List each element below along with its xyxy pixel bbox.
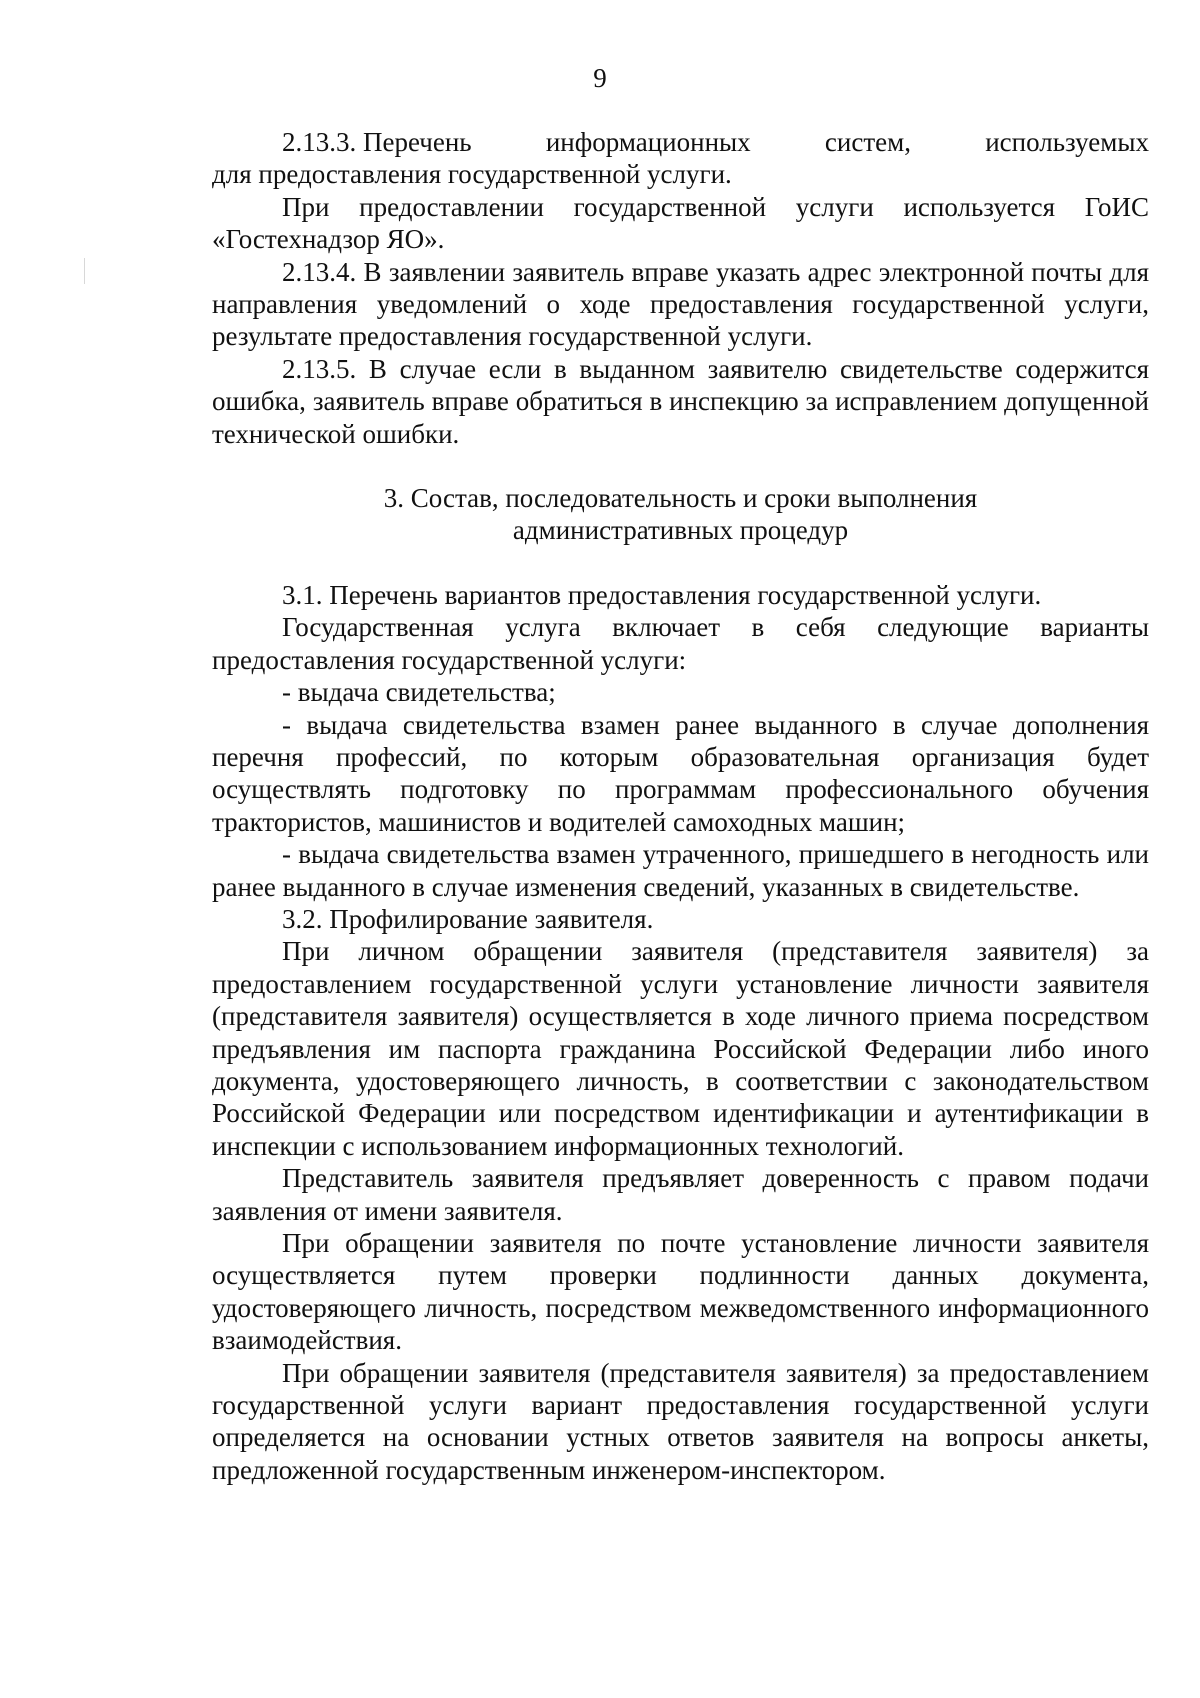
section-3-1: 3.1. Перечень вариантов предоставления государственной услуги. bbox=[282, 579, 1042, 610]
paragraph-variants: Государственная услуга включает в себя следующие варианты предоставления государственной услуги: bbox=[212, 612, 1149, 675]
document-body bbox=[212, 126, 1149, 1486]
paragraph-variant-determination: При обращении заявителя (представителя заявителя) за предоставлением государственной услуги вариант предоставления государственной услуги определяется на основании устных ответов заявителя на вопросы анкеты, предложенной государственным инженером-инспектором. bbox=[212, 1357, 1149, 1485]
title-word: 2.13.3. Перечень bbox=[282, 127, 472, 157]
paragraph-personal-appeal: При личном обращении заявителя (представителя заявителя) за предоставлением государственной услуги установление личности заявителя (представителя заявителя) осуществляется в ходе личного приема посредством предъявления им паспорта гражданина Российской Федерации либо иного документа, удостоверяющего личность, в соответствии с законодательством Российской Федерации или посредством идентификации и аутентификации в инспекции с использованием информационных технологий. bbox=[212, 936, 1149, 1161]
list-item: - выдача свидетельства взамен ранее выданного в случае дополнения перечня профессий, по которым образовательная организация будет осуществлять подготовку по программам профессионального обучения трактористов, машинистов и водителей самоходных машин; bbox=[212, 709, 1149, 837]
spacer bbox=[212, 547, 1149, 579]
title-word: используемых bbox=[985, 127, 1149, 157]
list-item: - выдача свидетельства; bbox=[282, 677, 556, 708]
page-number: 9 bbox=[593, 63, 607, 93]
paragraph-gois: При предоставлении государственной услуги используется ГоИС «Гостехнадзор ЯО». bbox=[212, 191, 1149, 255]
section-2-13-5: 2.13.5. В случае если в выданном заявителю свидетельстве содержится ошибка, заявитель вправе обратиться в инспекцию за исправлением допущенной технической ошибки. bbox=[212, 353, 1149, 449]
paragraph-mail-appeal: При обращении заявителя по почте установление личности заявителя осуществляется путем проверки подлинности данных документа, удостоверяющего личность, посредством межведомственного информационного взаимодействия. bbox=[212, 1228, 1149, 1356]
section-2-13-3-title-end: для предоставления государственной услуги. bbox=[212, 159, 732, 190]
scan-margin-mark bbox=[84, 258, 85, 284]
spacer bbox=[212, 450, 1149, 482]
title-word: информационных bbox=[545, 127, 751, 157]
section-2-13-4: 2.13.4. В заявлении заявитель вправе указать адрес электронной почты для направления уведомлений о ходе предоставления государственной услуги, результате предоставления государственной услуги. bbox=[212, 256, 1149, 352]
section-3-heading-line-1: 3. Состав, последовательность и сроки выполнения bbox=[383, 483, 978, 514]
section-2-13-3-title bbox=[212, 126, 1149, 158]
section-3-2: 3.2. Профилирование заявителя. bbox=[282, 903, 654, 934]
list-item: - выдача свидетельства взамен утраченного, пришедшего в негодность или ранее выданного в случае изменения сведений, указанных в свидетельстве. bbox=[212, 839, 1149, 902]
section-3-heading-line-2: административных процедур bbox=[512, 515, 849, 546]
title-word: систем, bbox=[824, 127, 911, 157]
paragraph-representative: Представитель заявителя предъявляет доверенность с правом подачи заявления от имени заявителя. bbox=[212, 1163, 1149, 1226]
